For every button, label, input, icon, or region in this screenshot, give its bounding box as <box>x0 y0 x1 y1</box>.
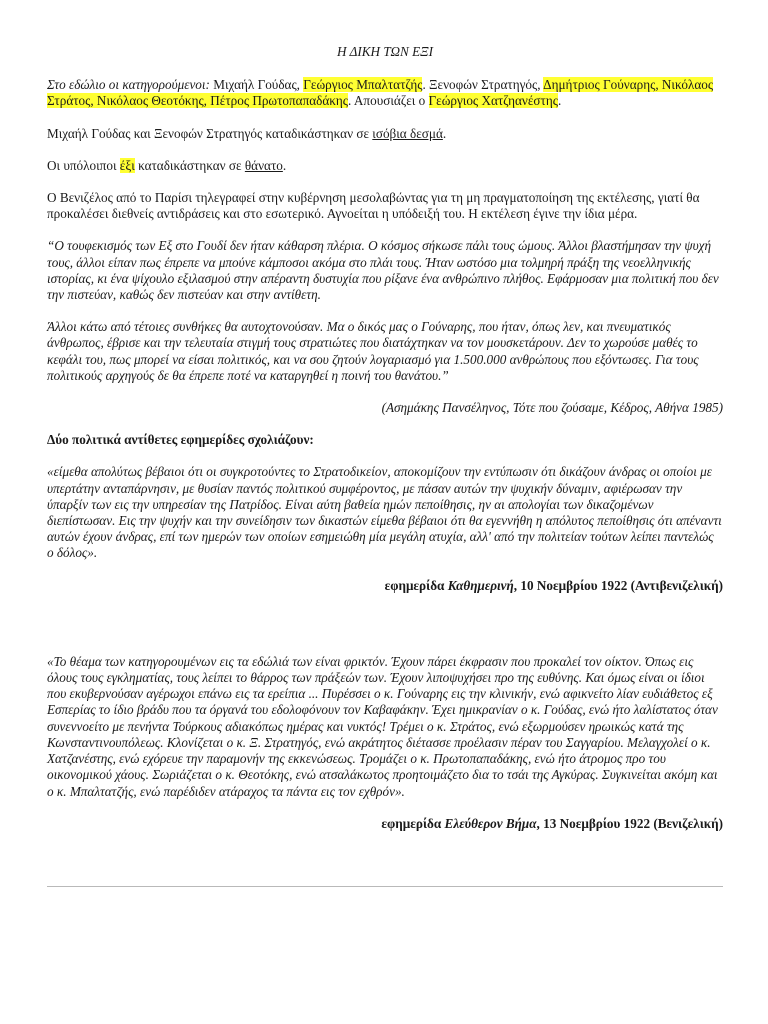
source-date: , 10 Νοεμβρίου 1922 (Αντιβενιζελική) <box>513 577 723 593</box>
text-stratigos: . Ξενοφών Στρατηγός, <box>422 77 544 93</box>
death-sentence-text-2: καταδικάστηκαν σε <box>134 157 245 173</box>
text-absent: . Απουσιάζει ο <box>348 93 429 109</box>
source-prefix: εφημερίδα <box>381 815 445 831</box>
text-goudas: Μιχαήλ Γούδας, <box>209 77 304 93</box>
text-period: . <box>557 93 562 109</box>
source-prefix: εφημερίδα <box>384 577 448 593</box>
quote-panselinos-1: “Ο τουφεκισμός των Εξ στο Γουδί δεν ήταν κάθαρση πλέρια. Ο κόσμος σήκωσε πάλι τους ώμους. Άλλοι βλαστήμησαν την ψυχή τους, άλλοι είπαν πως έπρεπε να μπούνε κάμποσοι ακόμα στο πλάι τους. Ήταν ωστόσο μια τολμηρή πράξη της νεοελληνικής ιστορίας, κι ένα ψίχουλο εξιλασμού στην απέραντη δυστυχία που ρίξανε ένα ανθρώπινο πλήθος. Εφάρμοσαν μια πολιτική που δεν την πιστεύαν, καθώς δεν πιστεύαν και στην αντίθετη. <box>47 238 719 303</box>
quote-eleftheron-vima: «Το θέαμα των κατηγορουμένων εις τα εδώλιά των είναι φρικτόν. Έχουν πάρει έκφρασιν που προκαλεί τον οίκτον. Όπως εις όλους τους εγκληματίας, τους λείπει το θάρρος των πράξεών των. Έχουν λιποψυχήσει προ της ευθύνης. Και όμως είναι οι ίδιοι που εκυβερνούσαν αγέρωχοι επάνω εις τα ερείπια ... Πυρέσσει ο κ. Γούναρης εις την κλινικήν, ενώ αφικνείτο λίαν ευδιάθετος εξ Εσπερίας το ίδιο βράδυ που τα όργανά του εδολοφόνουν τον Καβαφάκην. Έχει ημικρανίαν ο κ. Γούδας, ενώ ήτο λαλίστατος όταν συνεννοείτο με πενήντα Τούρκους αδιακόπως ημέρας και νυκτός! Τρέμει ο κ. Στράτος, ενώ εξωρμούσεν ηρωικώς κατά της Κωνσταντινουπόλεως. Κλονίζεται ο κ. Ξ. Στρατηγός, ενώ ακράτητος διέτασσε προέλασιν πέραν του Σαγγαρίου. Μελαγχολεί ο κ. Χατζανέστης, ενώ εχόρευε την παραμονήν της εκκενώσεως. Τρομάζει ο κ. Πρωτοπαπαδάκης, ενώ ήτο άτρομος προ του οικονομικού χάους. Σωριάζεται ο κ. Θεοτόκης, ενώ ατσαλάκωτος προητοιμάζετο δια το τσάι της Αγκύρας. Συγκινείται ακόμη και ο κ. Μπαλτατζής, ενώ παρέδιδεν ατάραχος τα πάντα εις τον εχθρόν». <box>47 653 718 799</box>
page-title: Η ΔΙΚΗ ΤΩΝ ΕΞΙ <box>337 44 433 59</box>
life-sentence-link[interactable]: ισόβια δεσμά <box>372 125 443 141</box>
newspapers-heading: Δύο πολιτικά αντίθετες εφημερίδες σχολιάζουν: <box>47 432 314 448</box>
text-period: . <box>442 125 447 141</box>
text-period: . <box>282 157 287 173</box>
highlight-defendant-names: Δημήτριος Γούναρης, Νικόλαος Στράτος, Νικόλαος Θεοτόκης, Πέτρος Πρωτοπαπαδάκης <box>47 77 714 109</box>
newspaper-name: Καθημερινή <box>447 577 514 593</box>
paragraph-defendants <box>47 77 723 109</box>
highlight-six: έξι <box>119 157 135 173</box>
citation-panselinos: (Ασημάκης Πανσέληνος, Τότε που ζούσαμε, Κέδρος, Αθήνα 1985) <box>381 400 723 416</box>
spacer <box>47 610 723 654</box>
newspaper-name: Ελεύθερον Βήμα <box>444 815 537 831</box>
source-date: , 13 Νοεμβρίου 1922 (Βενιζελική) <box>536 815 723 831</box>
highlight-baltatzis: Γεώργιος Μπαλτατζής <box>303 77 423 93</box>
death-sentence-text: Οι υπόλοιποι <box>47 157 120 173</box>
paragraph-venizelos: Ο Βενιζέλος από το Παρίσι τηλεγραφεί στην κυβέρνηση μεσολαβώντας για τη μη πραγματοποίηση της εκτέλεσης, γιατί θα προκαλέσει διεθνείς αντιδράσεις και στο εσωτερικό. Αγνοείται η υπόδειξή του. Η εκτέλεση έγινε την ίδια μέρα. <box>47 190 700 222</box>
paragraph-life-sentence <box>47 126 723 142</box>
source-eleftheron-vima <box>47 816 723 832</box>
horizontal-rule <box>47 886 723 887</box>
life-sentence-text: Μιχαήλ Γούδας και Ξενοφών Στρατηγός καταδικάστηκαν σε <box>47 125 373 141</box>
document-content <box>47 44 723 848</box>
highlight-hatzianestis: Γεώργιος Χατζηανέστης <box>428 93 558 109</box>
death-link[interactable]: θάνατο <box>244 157 283 173</box>
paragraph-death-sentence <box>47 158 723 174</box>
quote-kathimerini: «είμεθα απολύτως βέβαιοι ότι οι συγκροτούντες το Στρατοδικείον, αποκομίζουν την εντύπωσιν ότι δικάζουν άνδρας οι οποίοι με υπερτάτην ανταπάρνησιν, με θυσίαν παντός πολιτικού συμφέροντος, με πάσαν αυτών την ψυχικήν δύναμιν, αφιέρωσαν την ύπαρξίν των εις την υπηρεσίαν της Πατρίδος. Είναι αύτη βαθεία ημών πεποίθησις, ην αι απολογίαι των δικαζομένων διεπίστωσαν. Εις την ψυχήν και την συνείδησιν των δικαστών είμεθα βέβαιοι ότι θα εγεννήθη η απόλυτος πεποίθησις ότι απέναντι αυτών έχουν άνδρας, επί των ημερών των οποίων εσημειώθη μία μεγάλη ατυχία, αλλ' από την πολιτείαν τούτων λείπει παντελώς ο δόλος». <box>47 464 722 561</box>
quote-panselinos-2: Άλλοι κάτω από τέτοιες συνθήκες θα αυτοχτονούσαν. Μα ο δικός μας ο Γούναρης, που ήταν, όπως λεν, και πνευματικός άνθρωπος, έβρισε και την τελευταία στιγμή τους στρατιώτες που διατάχτηκαν να τον μουσκετάρουν. Δεν το χωρούσε μαθές το κεφάλι του, πως μπορεί να είσαι πολιτικός, και να σου ζητούν λογαριασμό για 1.500.000 ανθρώπους που εξόντωσες. Για τους πολιτικούς αρχηγούς δε θα έπρεπε ποτέ να καταργηθεί η ποινή του θανάτου.” <box>47 319 699 383</box>
source-kathimerini <box>47 578 723 594</box>
defendants-intro: Στο εδώλιο οι κατηγορούμενοι: <box>47 77 210 93</box>
